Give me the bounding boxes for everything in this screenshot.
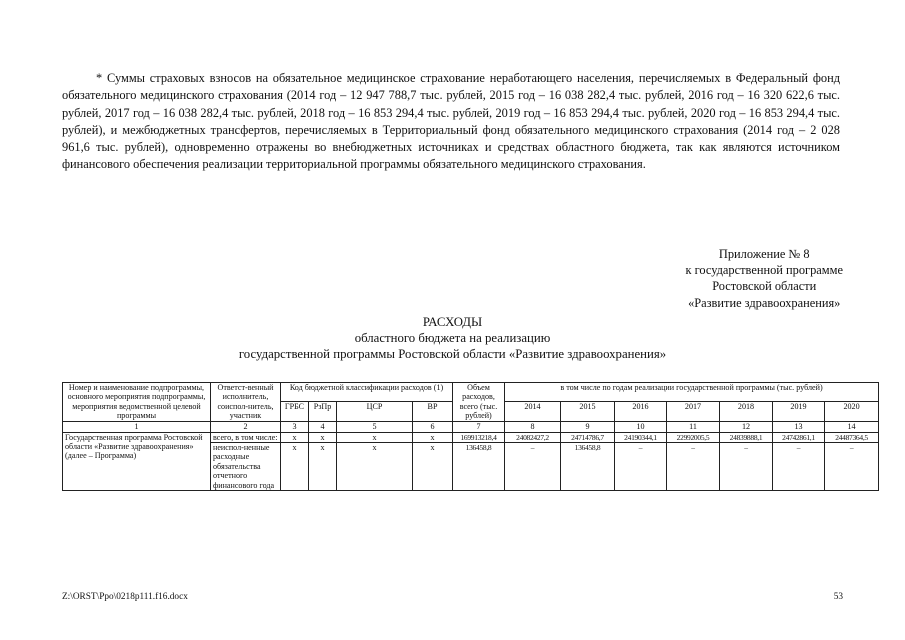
row-year-value: 24839888,1 xyxy=(720,432,773,442)
header-vr: ВР xyxy=(413,402,453,421)
title-line-3: государственной программы Ростовской области «Развитие здравоохранения» xyxy=(238,347,667,362)
row-total: 169913218,4 xyxy=(453,432,505,442)
row-code: x xyxy=(309,443,337,491)
column-number: 6 xyxy=(413,421,453,432)
row-code: x xyxy=(281,443,309,491)
row-year-value: 24487364,5 xyxy=(825,432,879,442)
program-name: Государственная программа Ростовской области «Развитие здравоохранения» (далее – Программа) xyxy=(63,432,211,490)
title-line-1: РАСХОДЫ xyxy=(422,315,483,329)
column-numbers-row xyxy=(63,421,879,432)
title-line-2: областного бюджета на реализацию xyxy=(354,331,551,346)
row-code: x xyxy=(413,432,453,442)
row-year-value: – xyxy=(505,443,561,491)
column-number: 14 xyxy=(825,421,879,432)
annex-line-4: «Развитие здравоохранения» xyxy=(688,295,841,310)
header-year: 2015 xyxy=(561,402,615,421)
row-code: x xyxy=(281,432,309,442)
annex-line-1: Приложение № 8 xyxy=(718,247,810,261)
header-rzpr: РзПр xyxy=(309,402,337,421)
header-executor: Ответст-венный исполнитель, соиспол-нитель, участник xyxy=(211,383,281,422)
header-year: 2017 xyxy=(667,402,720,421)
column-number: 4 xyxy=(309,421,337,432)
row-year-value: – xyxy=(773,443,825,491)
row-code: x xyxy=(337,443,413,491)
row-year-value: 22992005,5 xyxy=(667,432,720,442)
row-year-value: 24190344,1 xyxy=(615,432,667,442)
column-number: 12 xyxy=(720,421,773,432)
row-total: 136458,8 xyxy=(453,443,505,491)
row-year-value: – xyxy=(615,443,667,491)
row-code: x xyxy=(309,432,337,442)
header-volume: Объем расходов, всего (тыс. рублей) xyxy=(453,383,505,422)
row-year-value: 136458,8 xyxy=(561,443,615,491)
table-row xyxy=(63,432,879,442)
column-number: 3 xyxy=(281,421,309,432)
row-year-value: 24742861,1 xyxy=(773,432,825,442)
column-number: 1 xyxy=(63,421,211,432)
expenses-table xyxy=(62,382,879,491)
column-number: 2 xyxy=(211,421,281,432)
annex-line-2: к государственной программе xyxy=(685,263,843,278)
header-years-group: в том числе по годам реализации государственной программы (тыс. рублей) xyxy=(505,383,879,402)
column-number: 9 xyxy=(561,421,615,432)
header-year: 2016 xyxy=(615,402,667,421)
header-csr: ЦСР xyxy=(337,402,413,421)
header-year: 2019 xyxy=(773,402,825,421)
column-number: 11 xyxy=(667,421,720,432)
header-name: Номер и наименование подпрограммы, основного мероприятия подпрограммы, мероприятия ведомственной целевой программы xyxy=(63,383,211,422)
document-title xyxy=(0,314,905,363)
column-number: 13 xyxy=(773,421,825,432)
header-grbs: ГРБС xyxy=(281,402,309,421)
column-number: 10 xyxy=(615,421,667,432)
row-year-value: – xyxy=(720,443,773,491)
column-number: 8 xyxy=(505,421,561,432)
row-year-value: 24714786,7 xyxy=(561,432,615,442)
column-number: 5 xyxy=(337,421,413,432)
header-year: 2020 xyxy=(825,402,879,421)
page-number: 53 xyxy=(833,592,843,602)
header-code-group: Код бюджетной классификации расходов (1) xyxy=(281,383,453,402)
annex-line-3: Ростовской области xyxy=(712,279,817,294)
footnote-paragraph: * Суммы страховых взносов на обязательное медицинское страхование неработающего населения, перечисляемых в Федеральный фонд обязательного медицинского страхования (2014 год – 12 947 788,7 тыс. рублей, 2015 год – 16 038 282,4 тыс. рублей, 2016 год – 16 320 622,6 тыс. рублей, 2017 год – 16 038 282,4 тыс. рублей, 2018 год – 16 853 294,4 тыс. рублей, 2019 год – 16 853 294,4 тыс. рублей, 2020 год – 16 853 294,4 тыс. рублей), и межбюджетных трансфертов, перечисляемых в Территориальный фонд обязательного медицинского страхования (2014 год – 2 028 961,6 тыс. рублей), одновременно отражены во внебюджетных источниках и средствах областного бюджета, так как являются источником финансового обеспечения реализации территориальной программы обязательного медицинского страхования. xyxy=(62,71,840,172)
column-number: 7 xyxy=(453,421,505,432)
row-code: x xyxy=(413,443,453,491)
header-year: 2014 xyxy=(505,402,561,421)
row-year-value: – xyxy=(825,443,879,491)
row-year-value: – xyxy=(667,443,720,491)
row-executor: всего, в том числе: xyxy=(211,432,281,442)
file-path: Z:\ORST\Ppo\0218p111.f16.docx xyxy=(62,592,188,602)
row-year-value: 24082427,2 xyxy=(505,432,561,442)
header-year: 2018 xyxy=(720,402,773,421)
row-executor: неиспол-ненные расходные обязательства отчетного финансового года xyxy=(211,443,281,491)
row-code: x xyxy=(337,432,413,442)
annex-block xyxy=(685,246,843,311)
